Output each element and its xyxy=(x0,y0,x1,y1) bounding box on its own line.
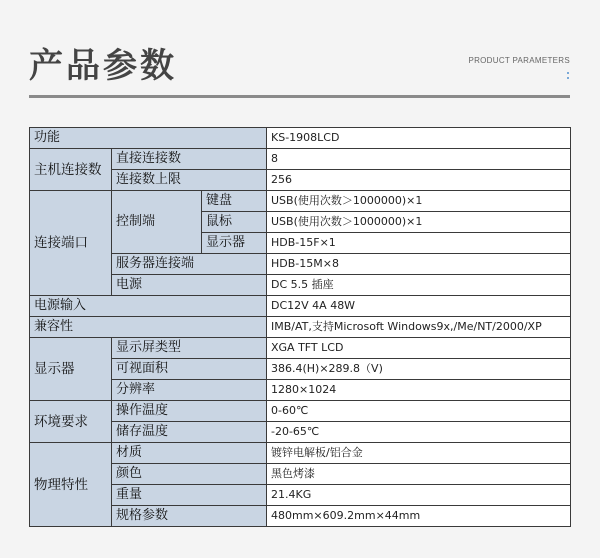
table-row xyxy=(30,506,571,527)
spec-value-color: 黑色烤漆 xyxy=(267,464,571,485)
page-subtitle: PRODUCT PARAMETERS xyxy=(468,56,570,65)
spec-value-resolution: 1280×1024 xyxy=(267,380,571,401)
table-row xyxy=(30,422,571,443)
spec-value-monitor-port: HDB-15F×1 xyxy=(267,233,571,254)
spec-value-keyboard: USB(使用次数＞1000000)×1 xyxy=(267,191,571,212)
spec-label-size: 规格参数 xyxy=(112,506,267,527)
table-row xyxy=(30,317,571,338)
spec-group-ports: 连接端口 xyxy=(30,191,112,296)
page-title: 产品参数 xyxy=(29,46,177,86)
spec-value-compat: IMB/AT,支持Microsoft Windows9x,/Me/NT/2000/XP xyxy=(267,317,571,338)
table-row xyxy=(30,191,571,212)
table-row xyxy=(30,443,571,464)
spec-group-host-connections: 主机连接数 xyxy=(30,149,112,191)
spec-value-op-temp: 0-60℃ xyxy=(267,401,571,422)
spec-value-screen-type: XGA TFT LCD xyxy=(267,338,571,359)
spec-label-view-area: 可视面积 xyxy=(112,359,267,380)
spec-value-power-input: DC12V 4A 48W xyxy=(267,296,571,317)
spec-value-material: 镀锌电解板/铝合金 xyxy=(267,443,571,464)
table-row xyxy=(30,338,571,359)
spec-label-monitor-port: 显示器 xyxy=(202,233,267,254)
table-row xyxy=(30,128,571,149)
spec-label-server-port: 服务器连接端 xyxy=(112,254,267,275)
spec-group-display: 显示器 xyxy=(30,338,112,401)
table-row xyxy=(30,380,571,401)
table-row xyxy=(30,149,571,170)
spec-label-material: 材质 xyxy=(112,443,267,464)
spec-label-color: 颜色 xyxy=(112,464,267,485)
spec-label-keyboard: 键盘 xyxy=(202,191,267,212)
spec-label-power-port: 电源 xyxy=(112,275,267,296)
table-row xyxy=(30,254,571,275)
spec-value-size: 480mm×609.2mm×44mm xyxy=(267,506,571,527)
spec-table xyxy=(29,127,571,527)
table-row xyxy=(30,296,571,317)
spec-value-mouse: USB(使用次数＞1000000)×1 xyxy=(267,212,571,233)
spec-label-resolution: 分辨率 xyxy=(112,380,267,401)
spec-label-op-temp: 操作温度 xyxy=(112,401,267,422)
spec-group-physical: 物理特性 xyxy=(30,443,112,527)
spec-label-power-input: 电源输入 xyxy=(30,296,267,317)
spec-value-direct: 8 xyxy=(267,149,571,170)
table-row xyxy=(30,170,571,191)
spec-label-storage-temp: 储存温度 xyxy=(112,422,267,443)
spec-label-max: 连接数上限 xyxy=(112,170,267,191)
table-row xyxy=(30,359,571,380)
spec-value-max: 256 xyxy=(267,170,571,191)
spec-label-screen-type: 显示屏类型 xyxy=(112,338,267,359)
spec-value-server-port: HDB-15M×8 xyxy=(267,254,571,275)
spec-group-environment: 环境要求 xyxy=(30,401,112,443)
spec-subgroup-console: 控制端 xyxy=(112,191,202,254)
table-row xyxy=(30,401,571,422)
spec-value-power-port: DC 5.5 插座 xyxy=(267,275,571,296)
spec-label-function: 功能 xyxy=(30,128,267,149)
table-row xyxy=(30,485,571,506)
spec-value-weight: 21.4KG xyxy=(267,485,571,506)
table-row xyxy=(30,275,571,296)
decorative-dots xyxy=(567,72,569,80)
spec-value-view-area: 386.4(H)×289.8（V) xyxy=(267,359,571,380)
header-divider xyxy=(29,95,570,98)
spec-label-compat: 兼容性 xyxy=(30,317,267,338)
spec-value-function: KS-1908LCD xyxy=(267,128,571,149)
page-header xyxy=(0,0,600,100)
spec-label-mouse: 鼠标 xyxy=(202,212,267,233)
spec-label-direct: 直接连接数 xyxy=(112,149,267,170)
spec-value-storage-temp: -20-65℃ xyxy=(267,422,571,443)
table-row xyxy=(30,464,571,485)
spec-label-weight: 重量 xyxy=(112,485,267,506)
